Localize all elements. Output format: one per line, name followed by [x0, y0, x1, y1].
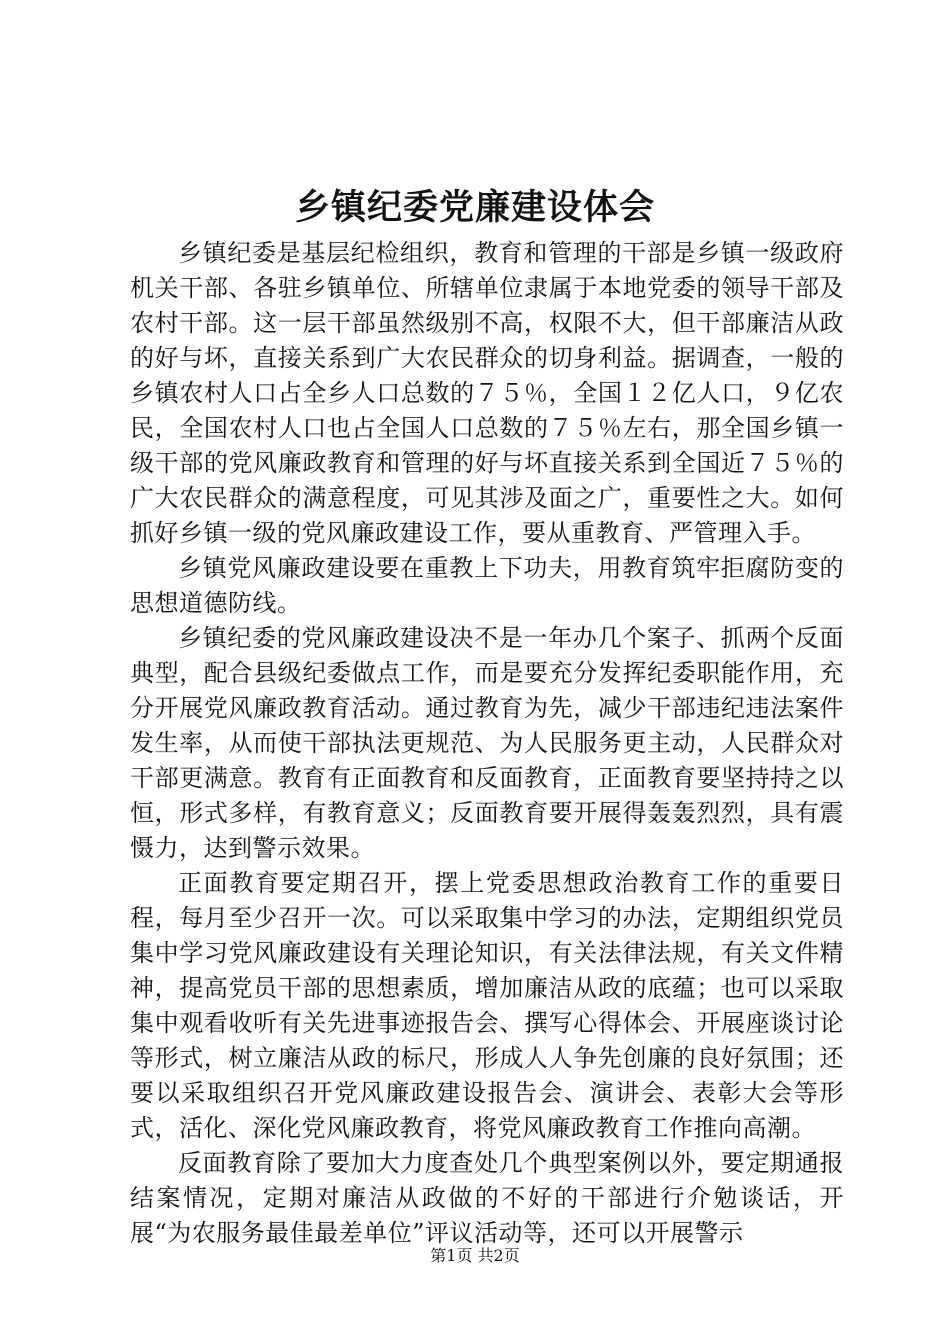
paragraph-discipline-role: 乡镇纪委的党风廉政建设决不是一年办几个案子、抓两个反面典型，配合县级纪委做点工作，而是要充分发挥纪委职能作用，充分开展党风廉政教育活动。通过教育为先，减少干部违纪违法案件发生率，从而使干部执法更规范、为人民服务更主动，人民群众对干部更满意。教育有正面教育和反面教育，正面教育要坚持持之以恒，形式多样，有教育意义；反面教育要开展得轰轰烈烈，具有震慑力，达到警示效果。: [130, 624, 844, 862]
page-footer: 第1页 共2页: [430, 1246, 520, 1265]
paragraph-positive-education: 正面教育要定期召开，摆上党委思想政治教育工作的重要日程，每月至少召开一次。可以采取集中学习的办法，定期组织党员集中学习党风廉政建设有关理论知识，有关法律法规，有关文件精神，提高党员干部的思想素质，增加廉洁从政的底蕴；也可以采取集中观看收听有关先进事迹报告会、撰写心得体会、开展座谈讨论等形式，树立廉洁从政的标尺，形成人人争先创廉的良好氛围；还要以采取组织召开党风廉政建设报告会、演讲会、表彰大会等形式，活化、深化党风廉政教育，将党风廉政教育工作推向高潮。: [130, 869, 844, 1142]
paragraph-negative-education: 反面教育除了要加大力度查处几个典型案例以外，要定期通报结案情况，定期对廉洁从政做的不好的干部进行介勉谈话，开展“为农服务最佳最差单位”评议活动等，还可以开展警示: [130, 1149, 844, 1247]
document-body: [130, 236, 844, 1251]
paragraph-education-focus: 乡镇党风廉政建设要在重教上下功夫，用教育筑牢拒腐防变的思想道德防线。: [130, 554, 844, 617]
paragraph-intro: 乡镇纪委是基层纪检组织，教育和管理的干部是乡镇一级政府机关干部、各驻乡镇单位、所辖单位隶属于本地党委的领导干部及农村干部。这一层干部虽然级别不高，权限不大，但干部廉洁从政的好与坏，直接关系到广大农民群众的切身利益。据调查，一般的乡镇农村人口占全乡人口总数的７５％，全国１２亿人口，９亿农民，全国农村人口也占全国人口总数的７５％左右，那全国乡镇一级干部的党风廉政教育和管理的好与坏直接关系到全国近７５％的广大农民群众的满意程度，可见其涉及面之广，重要性之大。如何抓好乡镇一级的党风廉政建设工作，要从重教育、严管理入手。: [130, 239, 844, 547]
document-title: 乡镇纪委党廉建设体会: [294, 187, 655, 228]
